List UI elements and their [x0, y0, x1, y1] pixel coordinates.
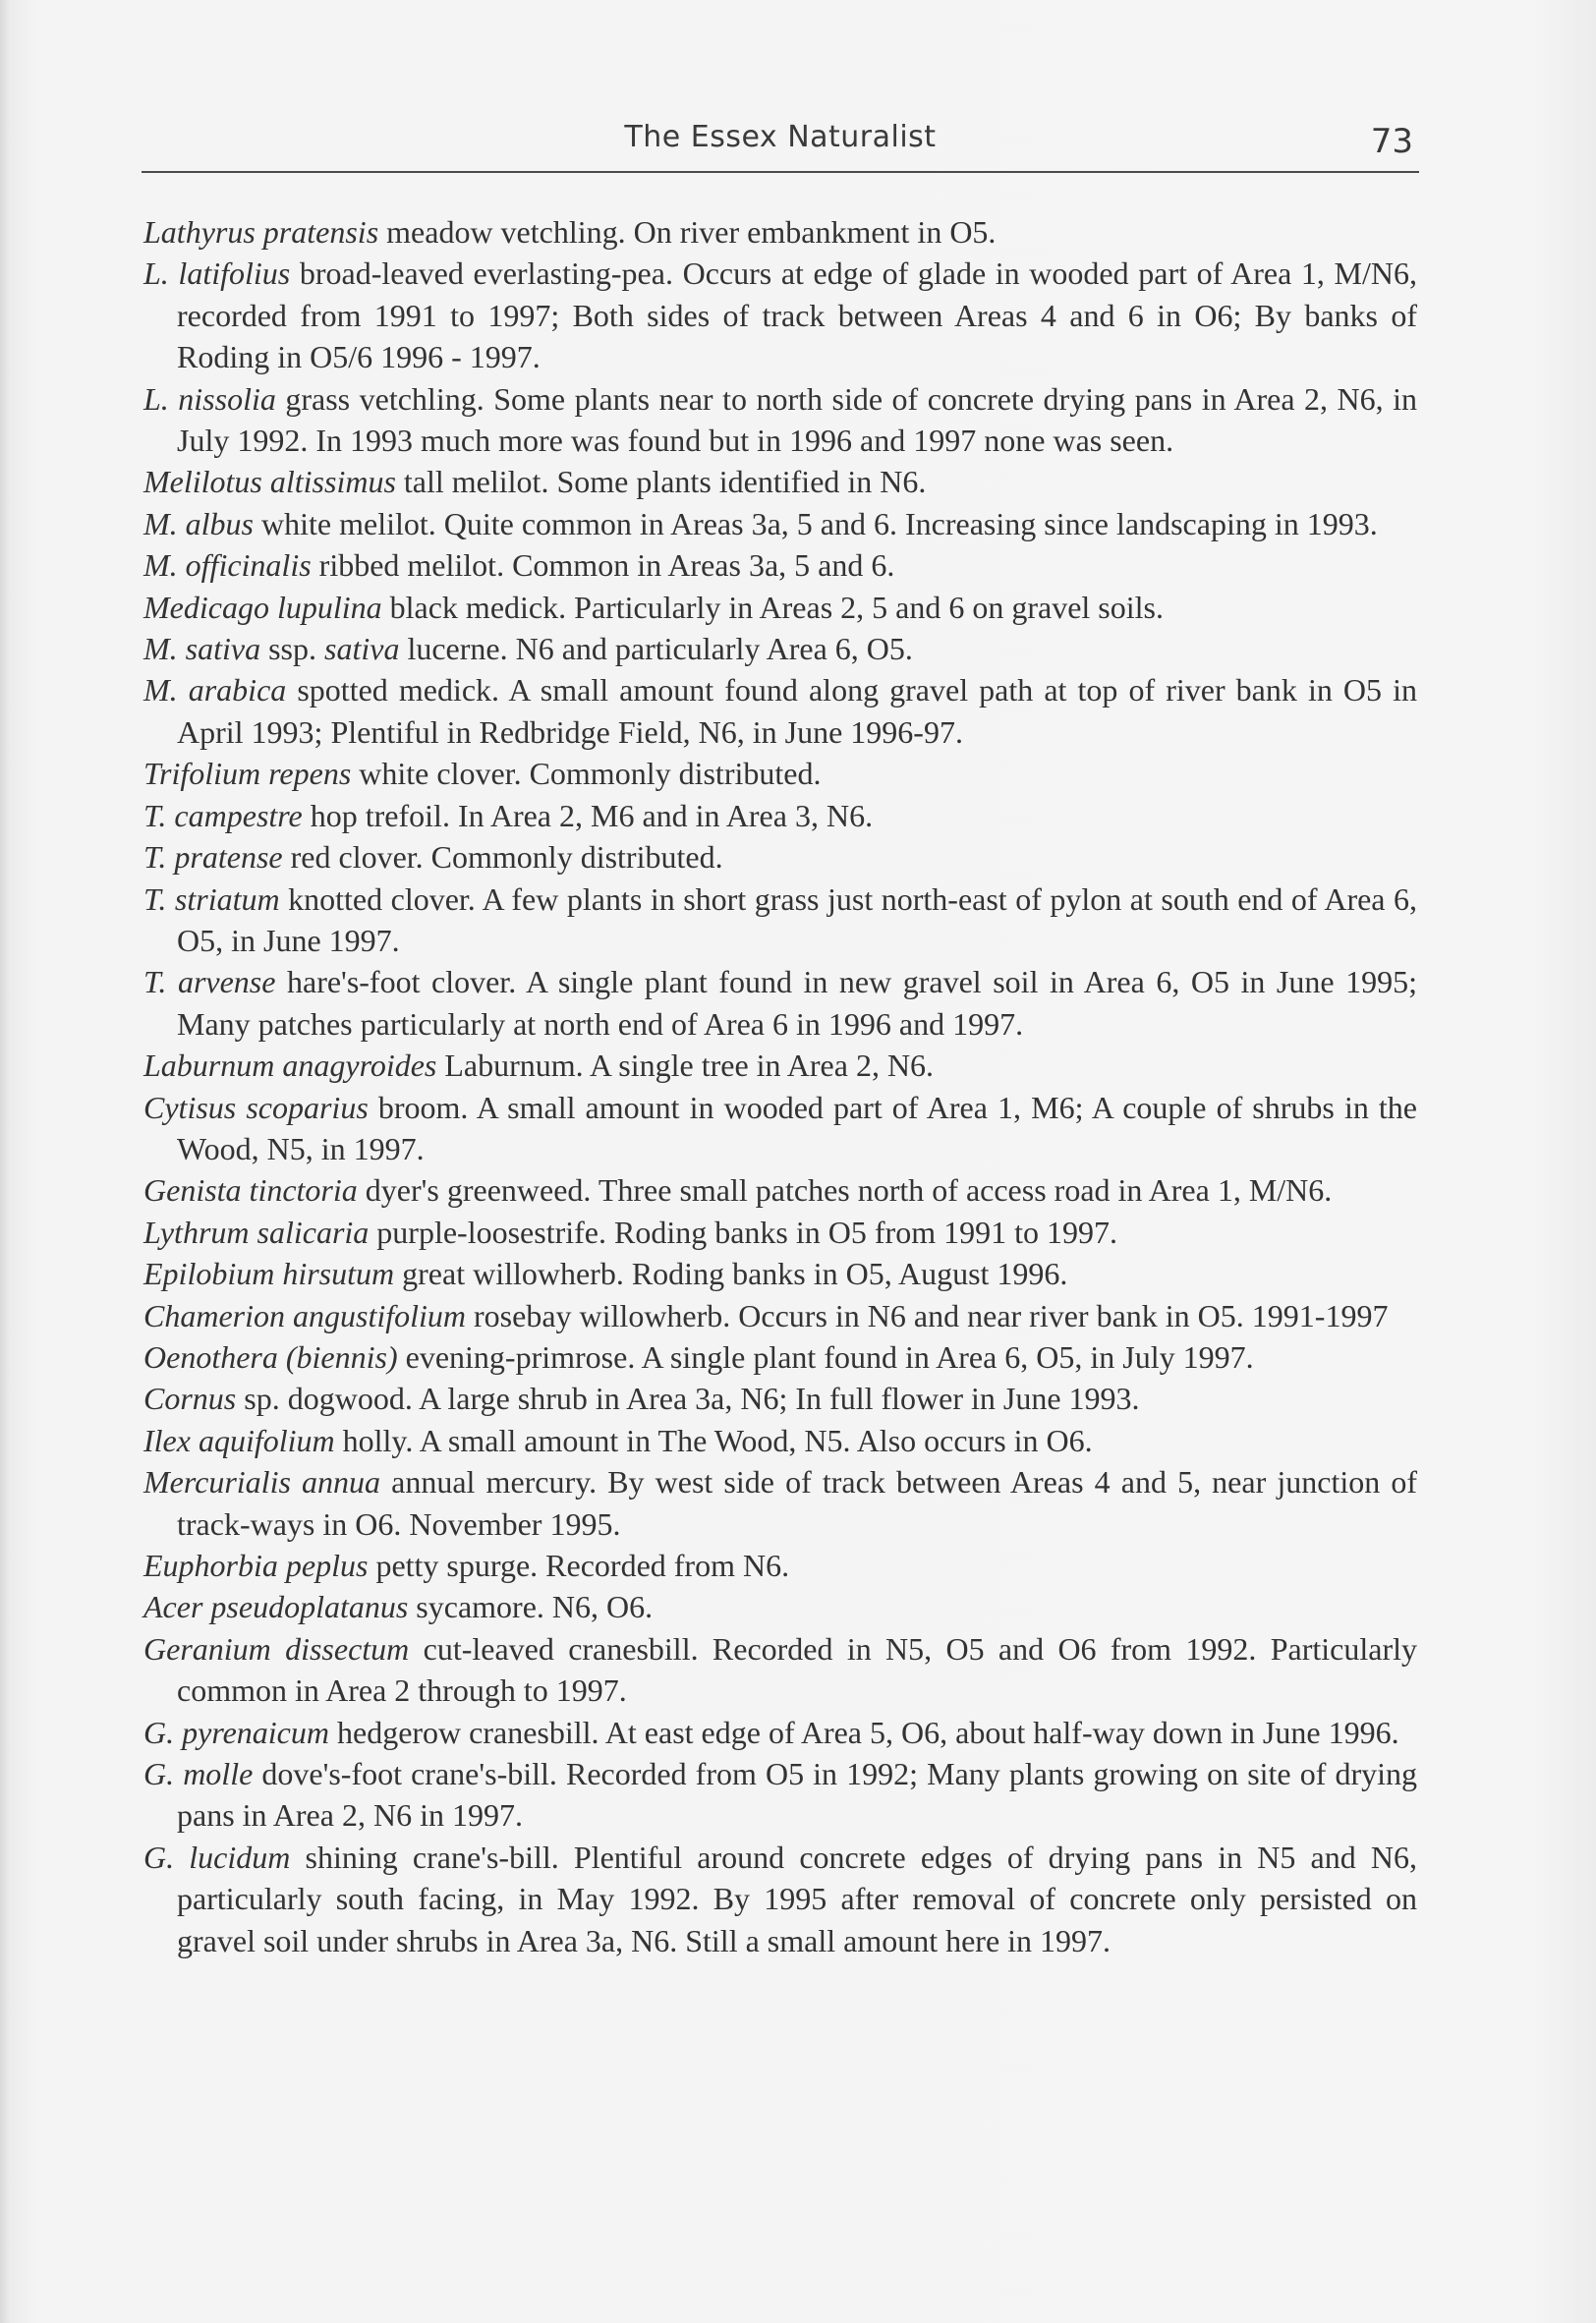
species-description: ribbed melilot. Common in Areas 3a, 5 and 6. [311, 547, 895, 584]
species-entry [143, 628, 1417, 669]
species-description: petty spurge. Recorded from N6. [368, 1548, 790, 1583]
species-description: evening-primrose. A single plant found in Area 6, O5, in July 1997. [397, 1338, 1254, 1375]
species-name: Medicago lupulina [143, 589, 382, 625]
species-name: Chamerion angustifolium [143, 1297, 467, 1333]
species-description: tall melilot. Some plants identified in N6. [395, 464, 927, 500]
species-description: meadow vetchling. On river embankment in O5. [378, 214, 997, 250]
species-entry [143, 1837, 1417, 1961]
species-description: white melilot. Quite common in Areas 3a, 5 and 6. Increasing since landscaping in 1993. [254, 505, 1378, 541]
species-description: dove's-foot crane's-bill. Recorded from O5 in 1992; Many plants growing on site of drying pans in Area 2, N6 in 1997. [177, 1756, 1418, 1834]
species-name: Ilex aquifolium [143, 1422, 335, 1458]
species-description: red clover. Commonly distributed. [282, 839, 723, 876]
species-entry [143, 1212, 1417, 1253]
species-name: Genista tinctoria [143, 1172, 358, 1209]
species-description: spotted medick. A small amount found along gravel path at top of river bank in O5 in April 1993; Plentiful in Redbridge Field, N6, in June 1996-97. [177, 672, 1418, 750]
species-description: hare's-foot clover. A single plant found in new gravel soil in Area 6, O5 in June 1995; Many patches particularly at north end of Area 6 in 1996 and 1997. [177, 964, 1418, 1042]
species-name: Oenothera (biennis) [143, 1338, 398, 1375]
species-entry [143, 253, 1417, 377]
species-name: Laburnum anagyroides [143, 1048, 437, 1084]
species-description: purple-loosestrife. Roding banks in O5 from 1991 to 1997. [369, 1214, 1117, 1250]
species-description: white clover. Commonly distributed. [351, 756, 822, 792]
species-description: great willowherb. Roding banks in O5, August 1996. [394, 1256, 1068, 1292]
species-entry [143, 1420, 1417, 1461]
species-description-continued: lucerne. N6 and particularly Area 6, O5. [399, 631, 913, 667]
species-name: M. sativa [143, 631, 261, 667]
species-entry [143, 1087, 1417, 1170]
species-entry [143, 587, 1417, 628]
species-name: T. campestre [143, 797, 303, 833]
journal-title: The Essex Naturalist [624, 120, 937, 154]
species-entry [143, 669, 1417, 753]
species-description: dyer's greenweed. Three small patches north of access road in Area 1, M/N6. [357, 1172, 1333, 1209]
species-description: annual mercury. By west side of track between Areas 4 and 5, near junction of track-ways in O6. November 1995. [177, 1464, 1418, 1542]
species-description: grass vetchling. Some plants near to north side of concrete drying pans in Area 2, N6, in July 1992. In 1993 much more was found but in 1996 and 1997 none was seen. [177, 380, 1418, 459]
species-entry [143, 1712, 1417, 1753]
species-name: M. officinalis [143, 547, 312, 584]
species-entry [143, 378, 1417, 462]
page-number: 73 [1370, 122, 1413, 161]
species-description: sp. dogwood. A large shrub in Area 3a, N6; In full flower in June 1993. [236, 1381, 1140, 1417]
species-name: G. lucidum [143, 1839, 291, 1875]
species-name: Acer pseudoplatanus [143, 1589, 409, 1625]
species-entry [143, 1253, 1417, 1294]
species-name: M. albus [143, 505, 254, 541]
species-name: T. pratense [143, 839, 283, 876]
species-description: cut-leaved cranesbill. Recorded in N5, O5 and O6 from 1992. Particularly common in Area 2 through to 1997. [177, 1630, 1418, 1709]
species-description: ssp. [260, 631, 324, 667]
species-entry [143, 1545, 1417, 1586]
species-name: Geranium dissectum [143, 1630, 410, 1667]
species-name: Cytisus scoparius [143, 1089, 369, 1125]
species-entry [143, 461, 1417, 502]
species-entry [143, 1295, 1417, 1336]
species-name: G. pyrenaicum [143, 1714, 329, 1750]
running-header [142, 116, 1419, 173]
species-entry [143, 544, 1417, 586]
species-name: T. arvense [143, 964, 276, 1000]
species-entry [143, 795, 1417, 836]
species-description: Laburnum. A single tree in Area 2, N6. [436, 1048, 935, 1084]
species-entry [143, 753, 1417, 794]
subspecies-name: sativa [324, 631, 400, 667]
species-entry [143, 1586, 1417, 1627]
species-entry [143, 961, 1417, 1045]
species-name: M. arabica [143, 672, 287, 708]
species-description: hop trefoil. In Area 2, M6 and in Area 3, N6. [302, 797, 874, 833]
species-description: rosebay willowherb. Occurs in N6 and near river bank in O5. 1991-1997 [466, 1297, 1389, 1333]
species-list [143, 211, 1417, 1961]
species-entry [143, 1169, 1417, 1211]
species-entry [143, 503, 1417, 544]
species-name: Euphorbia peplus [143, 1548, 369, 1583]
species-entry [143, 211, 1417, 253]
species-name: Melilotus altissimus [143, 464, 396, 500]
species-name: G. molle [143, 1756, 254, 1792]
species-entry [143, 836, 1417, 878]
species-name: Lathyrus pratensis [143, 214, 379, 250]
species-description: knotted clover. A few plants in short grass just north-east of pylon at south end of Area 6, O5, in June 1997. [177, 880, 1418, 958]
species-name: Mercurialis annua [143, 1464, 381, 1501]
species-entry [143, 1045, 1417, 1086]
species-description: shining crane's-bill. Plentiful around concrete edges of drying pans in N5 and N6, particularly south facing, in May 1992. By 1995 after removal of concrete only persisted on gravel soil under shrubs in Area 3a, N6. Still a small amount here in 1997. [177, 1839, 1418, 1958]
species-name: Epilobium hirsutum [143, 1256, 395, 1292]
species-entry [143, 1336, 1417, 1378]
species-name: L. nissolia [143, 380, 276, 417]
species-name: L. latifolius [143, 255, 291, 292]
species-description: sycamore. N6, O6. [408, 1589, 654, 1625]
species-entry [143, 1628, 1417, 1712]
species-description: broom. A small amount in wooded part of Area 1, M6; A couple of shrubs in the Wood, N5, in 1997. [177, 1089, 1418, 1166]
species-description: black medick. Particularly in Areas 2, 5 and 6 on gravel soils. [381, 589, 1164, 625]
species-description: broad-leaved everlasting-pea. Occurs at edge of glade in wooded part of Area 1, M/N6, recorded from 1991 to 1997; Both sides of track between Areas 4 and 6 in O6; By banks of Roding in O5/6 1996 - 1997. [177, 255, 1418, 375]
species-description: hedgerow cranesbill. At east edge of Area 5, O6, about half-way down in June 1996. [328, 1714, 1399, 1750]
species-name: T. striatum [143, 880, 280, 917]
species-entry [143, 1461, 1417, 1545]
species-entry [143, 1378, 1417, 1419]
species-name: Lythrum salicaria [143, 1214, 370, 1250]
species-entry [143, 878, 1417, 962]
species-name: Cornus [143, 1381, 237, 1417]
species-description: holly. A small amount in The Wood, N5. Also occurs in O6. [334, 1422, 1093, 1458]
species-name: Trifolium repens [143, 756, 352, 792]
species-entry [143, 1753, 1417, 1837]
